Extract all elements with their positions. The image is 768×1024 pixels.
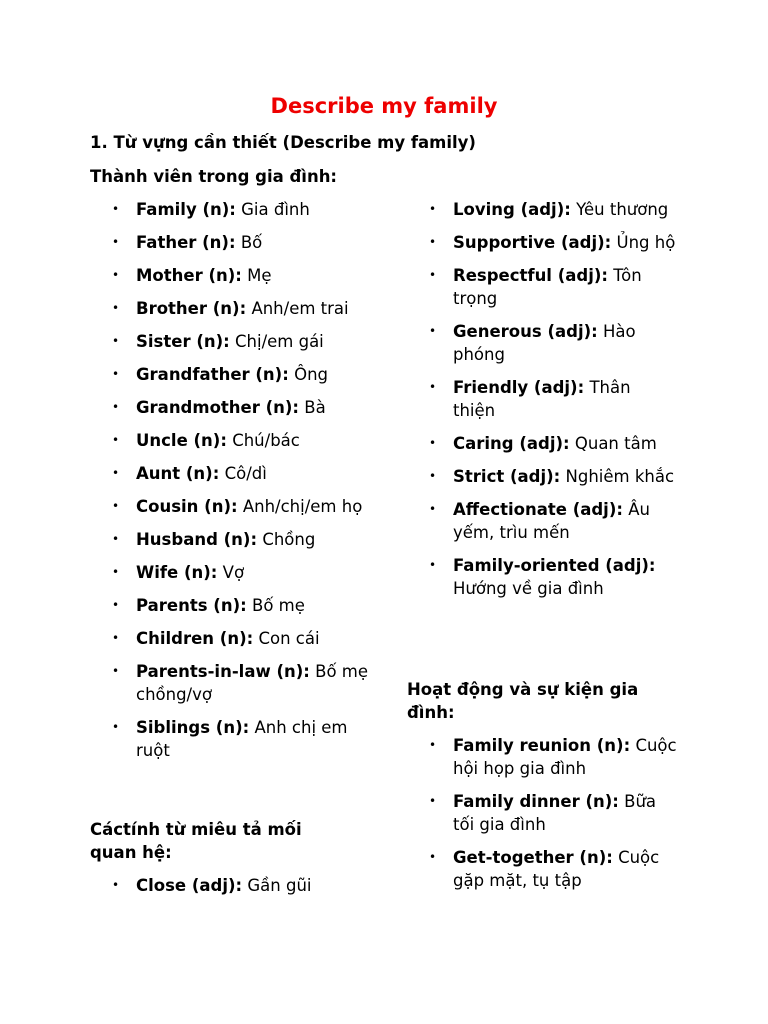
list-item [90, 874, 370, 897]
list-item [407, 554, 677, 600]
vocab-term: Close (adj): [136, 876, 243, 895]
page-title: Describe my family [270, 94, 498, 118]
list-item [407, 846, 677, 892]
list-item [90, 716, 370, 762]
members-list [90, 198, 370, 772]
vocab-meaning: Bố mẹ [252, 596, 305, 615]
vocab-term: Family-oriented (adj): [453, 556, 656, 575]
vocab-meaning: Quan tâm [574, 434, 657, 453]
vocab-meaning: Gia đình [241, 200, 310, 219]
vocab-meaning: Ủng hộ [616, 233, 676, 252]
vocab-meaning: Tôn trọng [453, 266, 642, 308]
list-item [90, 660, 370, 706]
vocab-term: Mother (n): [136, 266, 242, 285]
list-item [90, 429, 370, 452]
vocab-term: Generous (adj): [453, 322, 598, 341]
list-item [90, 297, 370, 320]
list-item [90, 528, 370, 551]
vocab-meaning: Anh/em trai [251, 299, 349, 318]
vocab-term: Uncle (n): [136, 431, 227, 450]
list-item [407, 734, 677, 780]
list-item [90, 462, 370, 485]
list-item [90, 198, 370, 221]
vocab-term: Family reunion (n): [453, 736, 631, 755]
vocab-term: Respectful (adj): [453, 266, 608, 285]
vocab-term: Siblings (n): [136, 718, 250, 737]
vocab-term: Supportive (adj): [453, 233, 612, 252]
list-item [90, 330, 370, 353]
vocab-term: Caring (adj): [453, 434, 570, 453]
list-item [90, 231, 370, 254]
activities-heading: Hoạt động và sự kiện gia đình: [407, 680, 639, 722]
vocab-meaning: Cuộc hội họp gia đình [453, 736, 677, 778]
vocab-term: Affectionate (adj): [453, 500, 623, 519]
list-item [407, 320, 677, 366]
list-item [407, 198, 677, 221]
list-item [90, 264, 370, 287]
vocab-term: Children (n): [136, 629, 254, 648]
vocab-meaning: Thân thiện [453, 378, 631, 420]
vocab-term: Aunt (n): [136, 464, 220, 483]
vocab-term: Strict (adj): [453, 467, 561, 486]
list-item [407, 231, 677, 254]
list-item [407, 465, 677, 488]
vocab-term: Wife (n): [136, 563, 218, 582]
vocab-meaning: Âu yếm, trìu mến [453, 500, 650, 542]
vocab-meaning: Yêu thương [576, 200, 669, 219]
vocab-term: Brother (n): [136, 299, 247, 318]
list-item [90, 627, 370, 650]
vocab-meaning: Anh/chị/em họ [242, 497, 363, 516]
vocab-term: Family dinner (n): [453, 792, 619, 811]
vocab-meaning: Chị/em gái [235, 332, 324, 351]
vocab-meaning: Cô/dì [224, 464, 267, 483]
vocab-term: Parents (n): [136, 596, 247, 615]
vocab-meaning: Bữa tối gia đình [453, 792, 657, 834]
list-item [90, 396, 370, 419]
vocab-term: Husband (n): [136, 530, 258, 549]
list-item [90, 561, 370, 584]
vocab-term: Grandmother (n): [136, 398, 300, 417]
vocab-term: Father (n): [136, 233, 236, 252]
vocab-meaning: Ông [294, 365, 328, 384]
vocab-meaning: Chồng [262, 530, 316, 549]
adjectives-list-left [90, 874, 370, 907]
vocab-term: Cousin (n): [136, 497, 238, 516]
vocab-meaning: Hướng về gia đình [453, 579, 604, 598]
members-heading: Thành viên trong gia đình: [90, 167, 338, 186]
vocab-term: Friendly (adj): [453, 378, 585, 397]
list-item [407, 432, 677, 455]
adjectives-heading: Cáctính từ miêu tả mối quan hệ: [90, 820, 302, 862]
list-item [90, 594, 370, 617]
list-item [407, 790, 677, 836]
vocab-meaning: Cuộc gặp mặt, tụ tập [453, 848, 660, 890]
list-item [90, 495, 370, 518]
vocab-meaning: Vợ [222, 563, 245, 582]
vocab-term: Parents-in-law (n): [136, 662, 310, 681]
activities-list [407, 734, 677, 902]
list-item [407, 264, 677, 310]
vocab-meaning: Bố [240, 233, 263, 252]
list-item [90, 363, 370, 386]
vocab-meaning: Bà [304, 398, 326, 417]
vocab-meaning: Hào phóng [453, 322, 636, 364]
vocab-term: Grandfather (n): [136, 365, 289, 384]
vocab-term: Loving (adj): [453, 200, 571, 219]
adjectives-list-right [407, 198, 677, 610]
list-item [407, 498, 677, 544]
vocab-meaning: Chú/bác [232, 431, 300, 450]
vocab-meaning: Con cái [258, 629, 320, 648]
vocab-meaning: Bố mẹ chồng/vợ [136, 662, 369, 704]
vocab-meaning: Gần gũi [247, 876, 312, 895]
vocab-meaning: Nghiêm khắc [565, 467, 675, 486]
vocab-term: Family (n): [136, 200, 236, 219]
vocab-meaning: Anh chị em ruột [136, 718, 348, 760]
vocab-term: Get-together (n): [453, 848, 613, 867]
vocab-meaning: Mẹ [247, 266, 272, 285]
vocab-term: Sister (n): [136, 332, 230, 351]
section-heading: 1. Từ vựng cần thiết (Describe my family) [90, 133, 476, 152]
list-item [407, 376, 677, 422]
